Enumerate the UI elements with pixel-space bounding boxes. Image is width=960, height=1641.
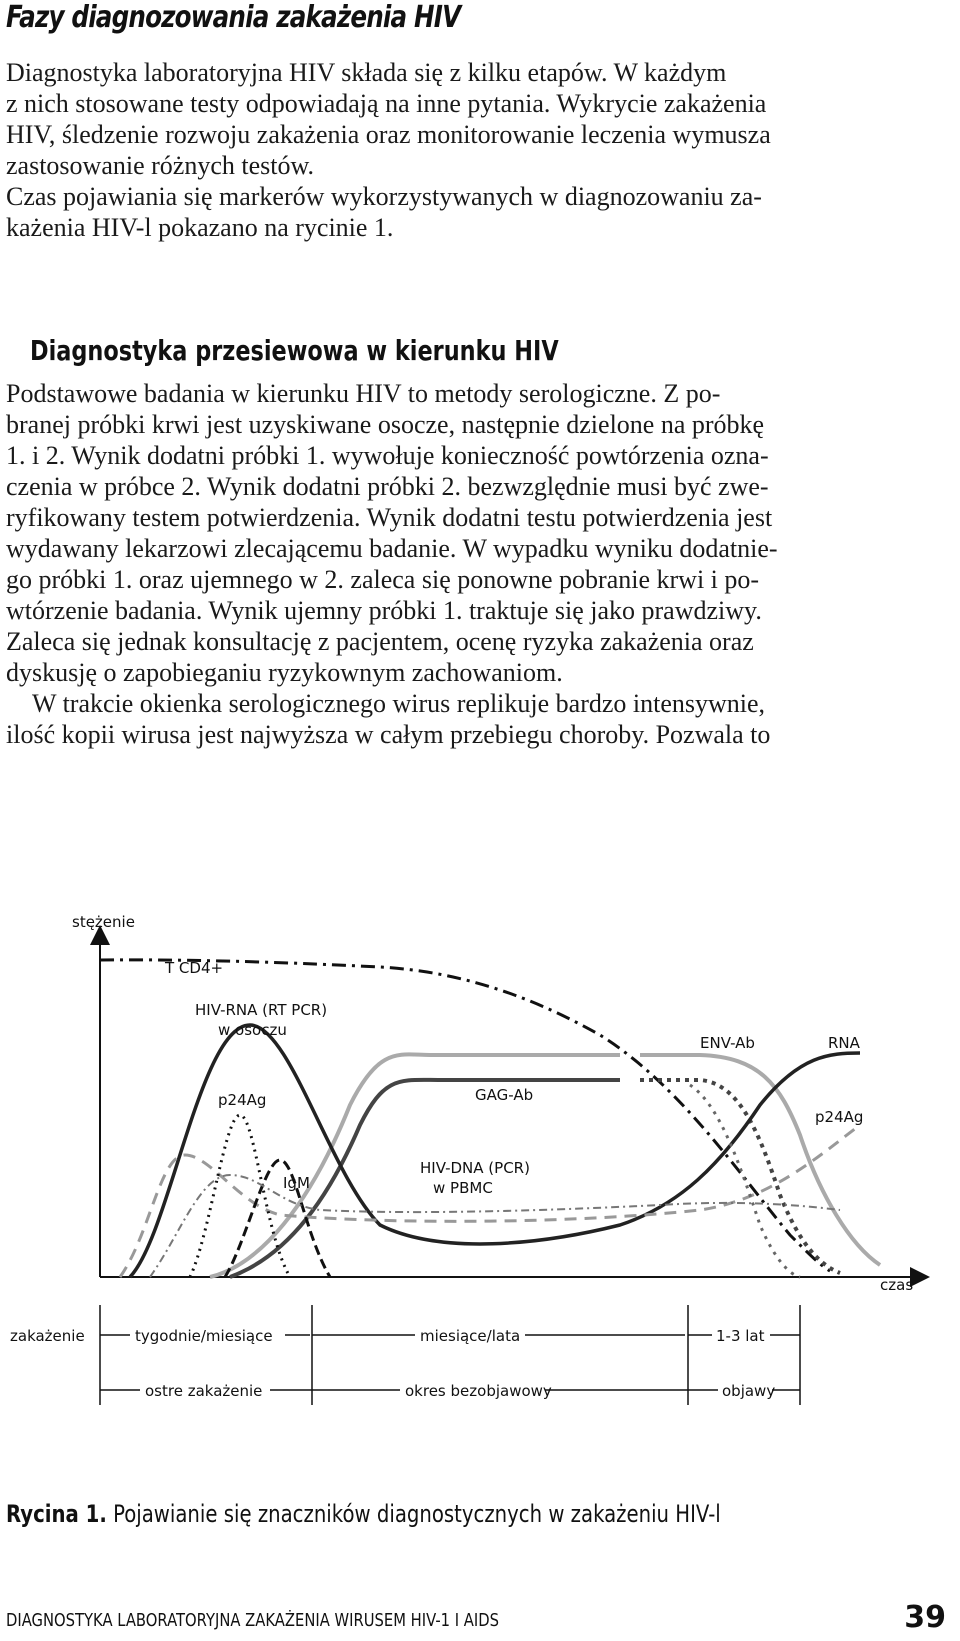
caption-text: Pojawianie się znaczników diagnostycznych w zakażeniu HIV-l [106, 1500, 721, 1528]
text-line: ryfikowany testem potwierdzenia. Wynik dodatni testu potwierdzenia jest [6, 503, 773, 532]
label-rna: RNA [828, 1034, 860, 1052]
y-axis-label: stężenie [72, 913, 135, 931]
text-line: Czas pojawiania się markerów wykorzystywanych w diagnozowaniu za- [6, 182, 762, 211]
text-line: ilość kopii wirusa jest najwyższa w całym przebiegu choroby. Pozwala to [6, 720, 771, 749]
heading-fazy-diagnozowania: Fazy diagnozowania zakażenia HIV [6, 0, 461, 35]
text-line: Diagnostyka laboratoryjna HIV składa się z kilku etapów. W każdym [6, 58, 727, 87]
curve-gag-ab-late [640, 1080, 840, 1273]
text-line: 1. i 2. Wynik dodatni próbki 1. wywołuje konieczność powtórzenia ozna- [6, 441, 769, 470]
paragraph-intro [6, 57, 954, 243]
figure-caption [6, 1500, 721, 1528]
label-hiv-dna: HIV-DNA (PCR) [420, 1159, 530, 1177]
text-line: dyskusję o zapobieganiu ryzykownym zachowaniom. [6, 658, 563, 687]
timeline-miesiace-lata: miesiące/lata [420, 1327, 521, 1345]
text-line: W trakcie okienka serologicznego wirus replikuje bardzo intensywnie, [32, 689, 766, 718]
text-line: Podstawowe badania w kierunku HIV to metody serologiczne. Z po- [6, 379, 721, 408]
text-line: wtórzenie badania. Wynik ujemny próbki 1. traktuje się jako prawdziwy. [6, 596, 762, 625]
paragraph-screening [6, 378, 954, 750]
figure-hiv-markers [0, 905, 960, 1495]
text-line: czenia w próbce 2. Wynik dodatni próbki 2. bezwzględnie musi być zwe- [6, 472, 769, 501]
timeline-zakazenie: zakażenie [10, 1327, 85, 1345]
timeline-tygodnie: tygodnie/miesiące [135, 1327, 273, 1345]
caption-label: Rycina 1. [6, 1500, 107, 1528]
heading-diagnostyka-przesiewowa: Diagnostyka przesiewowa w kierunku HIV [30, 334, 559, 367]
curve-hiv-dna [150, 1175, 840, 1277]
curve-rna [130, 1025, 860, 1277]
label-gag-ab: GAG-Ab [475, 1086, 534, 1104]
text-line: zastosowanie różnych testów. [6, 151, 315, 180]
phase-okres-bezobjawowy: okres bezobjawowy [405, 1382, 552, 1400]
text-line: go próbki 1. oraz ujemnego w 2. zaleca się ponowne pobranie krwi i po- [6, 565, 760, 594]
curve-p24ag [120, 1125, 860, 1277]
markers-diagram [0, 905, 960, 1495]
timeline-1-3-lat: 1-3 lat [716, 1327, 765, 1345]
x-axis-label: czas [880, 1276, 914, 1294]
text-line: każenia HIV-l pokazano na rycinie 1. [6, 213, 394, 242]
phase-ostre-zakazenie: ostre zakażenie [145, 1382, 263, 1400]
phase-objawy: objawy [722, 1382, 776, 1400]
text-line: Zaleca się jednak konsultację z pacjentem, ocenę ryzyka zakażenia oraz [6, 627, 754, 656]
label-hiv-rna-2: w osoczu [218, 1021, 287, 1039]
text-line: HIV, śledzenie rozwoju zakażenia oraz monitorowanie leczenia wymusza [6, 120, 771, 149]
curve-env-ab-late [640, 1055, 880, 1265]
page-number: 39 [904, 1600, 946, 1635]
text-line: wydawany lekarzowi zlecającemu badanie. W wypadku wyniku dodatnie- [6, 534, 778, 563]
label-p24ag-left: p24Ag [218, 1091, 267, 1109]
label-p24ag-right: p24Ag [815, 1108, 864, 1126]
label-hiv-rna: HIV-RNA (RT PCR) [195, 1001, 328, 1019]
label-tcd4: T CD4+ [165, 959, 224, 977]
label-env-ab: ENV-Ab [700, 1034, 755, 1052]
label-igm: IgM [283, 1174, 310, 1192]
text-line: branej próbki krwi jest uzyskiwane osocze, następnie dzielone na próbkę [6, 410, 765, 439]
text-line: z nich stosowane testy odpowiadają na inne pytania. Wykrycie zakażenia [6, 89, 767, 118]
label-hiv-dna-2: w PBMC [433, 1179, 493, 1197]
running-footer: DIAGNOSTYKA LABORATORYJNA ZAKAŻENIA WIRUSEM HIV-1 I AIDS [6, 1610, 499, 1631]
